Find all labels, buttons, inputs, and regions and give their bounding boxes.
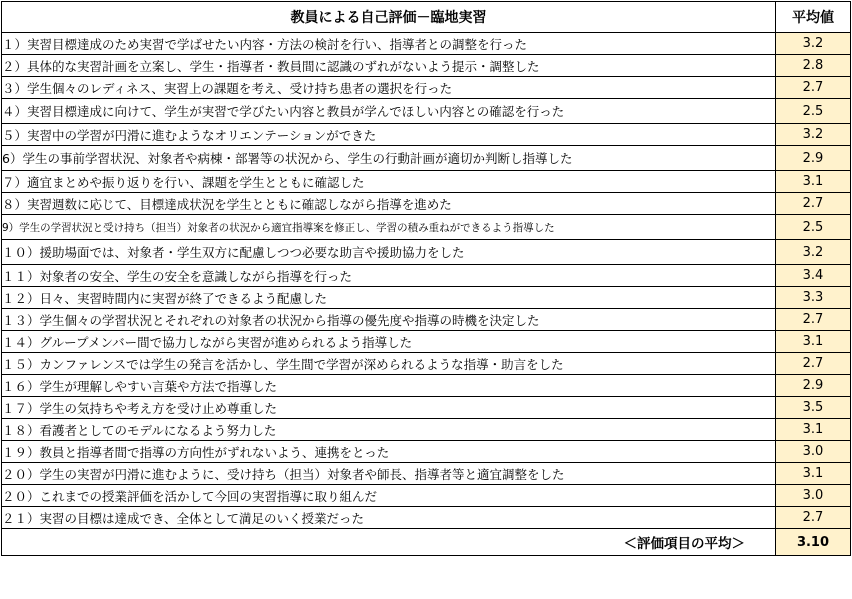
average-value: 2.9 [776, 375, 851, 397]
table-title: 教員による自己評価－臨地実習 [2, 2, 776, 33]
average-value: 3.2 [776, 124, 851, 146]
table-row [2, 265, 851, 287]
evaluation-item: １４）グループメンバー間で協力しながら実習が進められるよう指導した [2, 331, 776, 353]
evaluation-item: １１）対象者の安全、学生の安全を意識しながら指導を行った [2, 265, 776, 287]
evaluation-item: １）実習目標達成のため実習で学ばせたい内容・方法の検討を行い、指導者との調整を行った [2, 33, 776, 55]
table-row [2, 463, 851, 485]
average-value: 3.3 [776, 287, 851, 309]
evaluation-item: 6）学生の事前学習状況、対象者や病棟・部署等の状況から、学生の行動計画が適切か判断し指導した [2, 146, 776, 171]
header-row [2, 2, 851, 33]
average-value: 2.7 [776, 309, 851, 331]
table-row [2, 287, 851, 309]
table-row [2, 215, 851, 240]
average-value: 2.5 [776, 99, 851, 124]
average-value: 3.4 [776, 265, 851, 287]
evaluation-item: ７）適宜まとめや振り返りを行い、課題を学生とともに確認した [2, 171, 776, 193]
average-value: 3.0 [776, 441, 851, 463]
table-body [2, 33, 851, 529]
table-row [2, 55, 851, 77]
average-value: 2.7 [776, 193, 851, 215]
evaluation-table [1, 1, 851, 556]
table-row [2, 77, 851, 99]
average-value: 2.5 [776, 215, 851, 240]
overall-average-label: ＜評価項目の平均＞ [2, 529, 776, 556]
evaluation-item: ２）具体的な実習計画を立案し、学生・指導者・教員間に認識のずれがないよう提示・調整した [2, 55, 776, 77]
overall-average-value: 3.10 [776, 529, 851, 556]
evaluation-item: １２）日々、実習時間内に実習が終了できるよう配慮した [2, 287, 776, 309]
table-row [2, 171, 851, 193]
table-row [2, 397, 851, 419]
table-row [2, 485, 851, 507]
table-row [2, 240, 851, 265]
average-value: 3.2 [776, 240, 851, 265]
average-value: 2.7 [776, 77, 851, 99]
table-row [2, 441, 851, 463]
average-value: 3.1 [776, 331, 851, 353]
average-row [2, 529, 851, 556]
table-row [2, 353, 851, 375]
average-value: 3.1 [776, 419, 851, 441]
evaluation-item: ２０）これまでの授業評価を活かして今回の実習指導に取り組んだ [2, 485, 776, 507]
table-row [2, 146, 851, 171]
average-value: 2.8 [776, 55, 851, 77]
table-row [2, 193, 851, 215]
average-value: 3.2 [776, 33, 851, 55]
evaluation-item: １８）看護者としてのモデルになるよう努力した [2, 419, 776, 441]
average-value: 2.7 [776, 353, 851, 375]
average-value: 2.7 [776, 507, 851, 529]
table-row [2, 33, 851, 55]
average-value: 3.1 [776, 463, 851, 485]
average-column-header: 平均値 [776, 2, 851, 33]
evaluation-item: １３）学生個々の学習状況とそれぞれの対象者の状況から指導の優先度や指導の時機を決定した [2, 309, 776, 331]
evaluation-item: ８）実習週数に応じて、目標達成状況を学生とともに確認しながら指導を進めた [2, 193, 776, 215]
evaluation-item: １０）援助場面では、対象者・学生双方に配慮しつつ必要な助言や援助協力をした [2, 240, 776, 265]
evaluation-item: ３）学生個々のレディネス、実習上の課題を考え、受け持ち患者の選択を行った [2, 77, 776, 99]
table-row [2, 507, 851, 529]
table-row [2, 375, 851, 397]
evaluation-item: １７）学生の気持ちや考え方を受け止め尊重した [2, 397, 776, 419]
table-row [2, 419, 851, 441]
evaluation-item: ２０）学生の実習が円滑に進むように、受け持ち（担当）対象者や師長、指導者等と適宜調整をした [2, 463, 776, 485]
evaluation-item: ５）実習中の学習が円滑に進むようなオリエンテーションができた [2, 124, 776, 146]
evaluation-item: １６）学生が理解しやすい言葉や方法で指導した [2, 375, 776, 397]
evaluation-item: １９）教員と指導者間で指導の方向性がずれないよう、連携をとった [2, 441, 776, 463]
average-value: 3.0 [776, 485, 851, 507]
evaluation-item: 9）学生の学習状況と受け持ち（担当）対象者の状況から適宜指導案を修正し、学習の積み重ねができるよう指導した [2, 215, 776, 240]
evaluation-item: １５）カンファレンスでは学生の発言を活かし、学生間で学習が深められるような指導・助言をした [2, 353, 776, 375]
table-row [2, 331, 851, 353]
table-row [2, 124, 851, 146]
average-value: 3.5 [776, 397, 851, 419]
average-value: 2.9 [776, 146, 851, 171]
table-row [2, 309, 851, 331]
evaluation-item: ２１）実習の目標は達成でき、全体として満足のいく授業だった [2, 507, 776, 529]
table-row [2, 99, 851, 124]
average-value: 3.1 [776, 171, 851, 193]
evaluation-item: ４）実習目標達成に向けて、学生が実習で学びたい内容と教員が学んでほしい内容との確認を行った [2, 99, 776, 124]
